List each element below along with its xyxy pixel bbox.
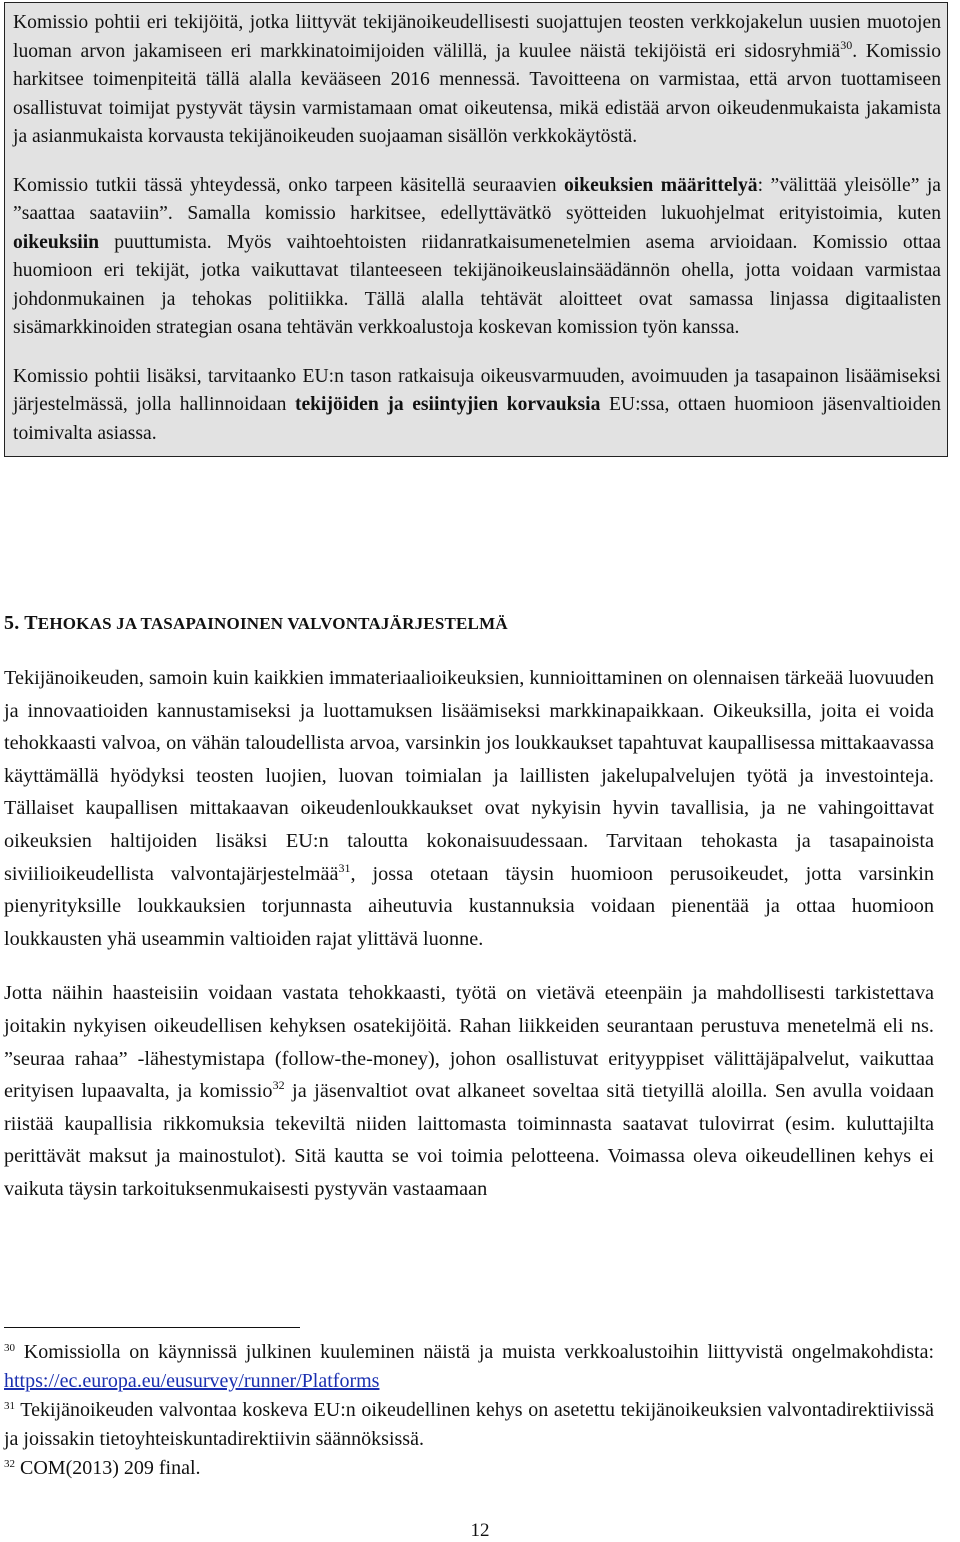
text-run: puuttumista. Myös vaihtoehtoisten riidanratkaisumenetelmien asema arvioidaan. Komissio ottaa huomioon eri tekijät, jotka vaikuttavat tilanteeseen tekijänoikeuslainsäädännön ohella, jotta voidaan varmistaa johdonmukainen ja tehokas politiikka. Tällä alalla tehtävät aloitteet ovat samassa linjassa digitaalisten sisämarkkinoiden strategian osana tehtävän verkkoalustoja koskevan komission työn kanssa. [13, 231, 941, 338]
box-paragraph-2 [13, 172, 941, 343]
box-paragraph-1 [13, 9, 941, 152]
footnote-link[interactable]: https://ec.europa.eu/eusurvey/runner/Platforms [4, 1370, 380, 1392]
footnote-ref[interactable]: 32 [272, 1078, 285, 1093]
bold-text: oikeuksiin [13, 231, 100, 253]
footnote-text: Tekijänoikeuden valvontaa koskeva EU:n oikeudellinen kehys on asetettu tekijänoikeuksien valvontadirektiivissä ja joissakin tietoyhteiskuntadirektiivin säännöksissä. [4, 1399, 934, 1450]
footnote-ref[interactable]: 30 [840, 37, 853, 52]
section-title: EHOKAS JA TASAPAINOINEN VALVONTAJÄRJESTELMÄ [37, 614, 508, 633]
footnote-separator [4, 1327, 300, 1328]
text-run: Komissio pohtii eri tekijöitä, jotka liittyvät tekijänoikeudellisesti suojattujen teosten verkkojakelun uusien muotojen luoman arvon jakamiseen eri markkinatoimijoiden välillä, ja kuulee näistä tekijöistä eri sidosryhmiä [13, 12, 941, 62]
text-run: Tekijänoikeuden, samoin kuin kaikkien immateriaalioikeuksien, kunnioittaminen on olennaisen tärkeää luovuuden ja innovaatioiden kannustamiseksi ja luottamuksen lisäämiseksi markkinapaikkaan. Oikeuksilla, joita ei voida tehokkaasti valvoa, on vähän taloudellista arvoa, varsinkin jos loukkaukset tapahtuvat kaupallisessa mittakaavassa käyttämällä hyödyksi teosten luojien, luovan toimialan ja laillisten jakelupalvelujen työtä ja investointeja. Tällaiset kaupallisen mittakaavan oikeudenloukkaukset ovat nykyisin hyvin tavallisia, ja ne vahingoittavat oikeuksien haltijoiden lisäksi EU:n taloutta kokonaisuudessaan. Tarvitaan tehokasta ja tasapainoista siviilioikeudellista valvontajärjestelmää [4, 667, 934, 885]
highlight-box [4, 2, 948, 457]
text-run: . Komissio harkitsee toimenpiteitä tällä alalla kevääseen 2016 mennessä. Tavoitteena on varmistaa, että arvon tuottamiseen osallistuvat toimijat pystyvät täysin varmistamaan omat oikeutensa, mikä edistää arvon oikeudenmukaista jakamista ja asianmukaista korvausta tekijänoikeuden suojaaman sisällön verkkokäytöstä. [13, 40, 941, 147]
body-paragraph-2 [4, 977, 934, 1205]
text-run: : ”välittää yleisölle” ja ”saattaa saataviin”. Samalla komissio harkitsee, edellyttävätkö syötteiden lukuohjelmat erityistoimia, kuten [13, 174, 941, 224]
bold-text: oikeuksien määrittelyä [564, 174, 758, 196]
text-run: , jossa otetaan täysin huomioon perusoikeudet, jotta varsinkin pienyrityksille loukkauksien torjunnasta aiheutuvia kustannuksia voidaan pienentää ja ottaa huomioon loukkausten yhä useammin valtioiden rajat ylittävä luonne. [4, 862, 935, 950]
box-paragraph-3 [13, 363, 941, 449]
footnote-text: COM(2013) 209 final. [15, 1457, 201, 1479]
footnote-31 [4, 1396, 934, 1454]
bold-text: tekijöiden ja esiintyjien korvauksia [294, 394, 601, 415]
footnote-ref[interactable]: 31 [338, 860, 351, 875]
text-run: EU:ssa, ottaen huomioon jäsenvaltioiden toimivalta asiassa. [13, 394, 941, 444]
footnote-number: 31 [4, 1400, 15, 1412]
text-run: Jotta näihin haasteisiin voidaan vastata tehokkaasti, työtä on vietävä eteenpäin ja mahdollisesti tarkistettava joitakin nykyisen oikeudellisen kehyksen osatekijöitä. Rahan liikkeiden seurantaan perustuva menetelmä eli ns. ”seuraa rahaa” -lähestymistapa (follow-the-money), johon osallistuvat erityyppiset välittäjäpalvelut, vaikuttaa erityisen lupaavalta, ja komissio [4, 982, 934, 1103]
text-run: Komissio tutkii tässä yhteydessä, onko tarpeen käsitellä seuraavien [13, 174, 564, 196]
body-paragraph-1 [4, 662, 934, 955]
body-text [4, 662, 934, 1206]
footnotes [4, 1338, 934, 1483]
footnote-30 [4, 1338, 934, 1396]
text-run: Komissio pohtii lisäksi, tarvitaanko EU:n tason ratkaisuja oikeusvarmuuden, avoimuuden ja tasapainon lisäämiseksi järjestelmässä, jolla hallinnoidaan [13, 365, 941, 415]
section-number: 5. T [4, 612, 38, 634]
footnote-text: Komissiolla on käynnissä julkinen kuuleminen näistä ja muista verkkoalustoihin liittyvistä ongelmakohdista: [15, 1341, 934, 1363]
footnote-number: 32 [4, 1458, 15, 1470]
footnote-32 [4, 1454, 934, 1483]
text-run: ja jäsenvaltiot ovat alkaneet soveltaa sitä tietyillä aloilla. Sen avulla voidaan riistää kaupallisia rikkomuksia tekeviltä niiden laittomasta toiminnasta saatavat tulovirrat (esim. kuluttajilta perittävät maksut ja mainostulot). Sitä kautta se voi toimia pelotteena. Voimassa oleva oikeudellinen kehys ei vaikuta täysin tarkoituksenmukaisesti pystyvän vastaamaan [4, 1080, 934, 1200]
section-heading [4, 612, 508, 635]
footnote-number: 30 [4, 1342, 15, 1354]
page-number: 12 [470, 1520, 490, 1541]
